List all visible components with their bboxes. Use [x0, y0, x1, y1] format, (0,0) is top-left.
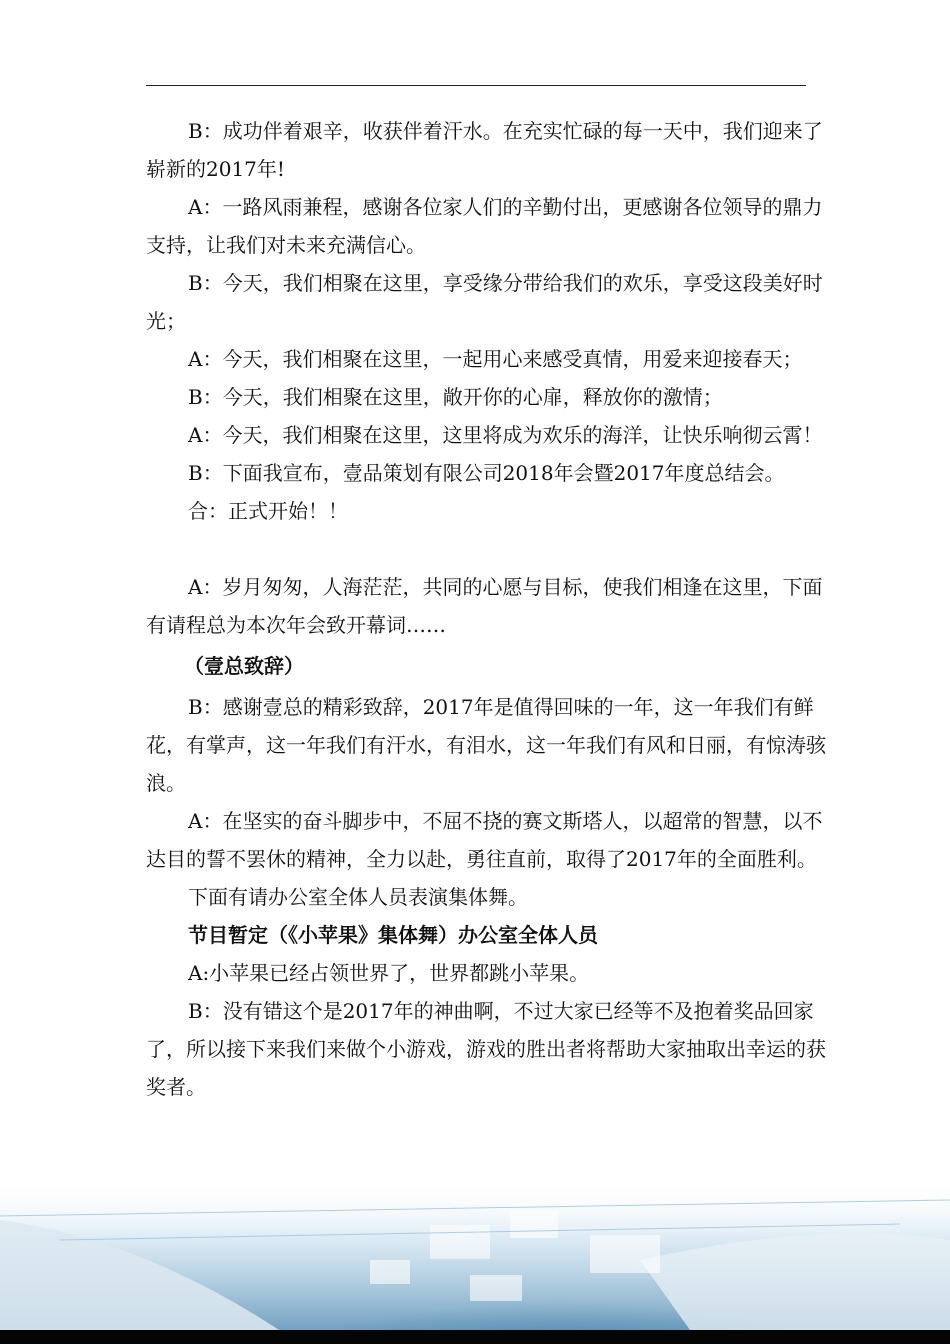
thanks-prefix: B：感谢: [188, 695, 263, 719]
opening-paragraph: A：岁月匆匆，人海茫茫，共同的心愿与目标，使我们相逢在这里，下面有请程总为本次年会致开幕词……: [146, 575, 823, 637]
paragraph: B：成功伴着艰辛，收获伴着汗水。在充实忙碌的每一天中，我们迎来了崭新的2017年!: [146, 119, 823, 181]
footer-decoration-image: [0, 1180, 950, 1344]
paragraph: A：一路风雨兼程，感谢各位家人们的辛勤付出，更感谢各位领导的鼎力支持，让我们对未来充满信心。: [146, 195, 823, 257]
paragraph: A:小苹果已经占领世界了，世界都跳小苹果。: [188, 961, 590, 985]
thanks-suffix: 总的精彩致辞，2017年是值得回味的一年，这一年我们有鲜花，有掌声，这一年我们有汗水，有泪水，这一年我们有风和日丽，有惊涛骇浪。: [146, 695, 826, 795]
spacer: [146, 530, 826, 568]
document-body: [146, 112, 826, 1106]
program-heading: 节目暂定（《小苹果》集体舞）办公室全体人员: [188, 923, 598, 947]
speech-heading: （壹总致辞）: [184, 654, 304, 678]
paragraph: B：没有错这个是2017年的神曲啊，不过大家已经等不及抱着奖品回家了，所以接下来我们来做个小游戏，游戏的胜出者将帮助大家抽取出幸运的获奖者。: [146, 999, 826, 1099]
announcement-prefix: B：下面我宣布，: [188, 461, 343, 485]
paragraph: A：在坚实的奋斗脚步中，不屈不挠的赛文斯塔人，以超常的智慧，以不达目的誓不罢休的精神，全力以赴，勇往直前，取得了2017年的全面胜利。: [146, 809, 823, 871]
header-rule: [146, 85, 806, 86]
bottom-black-bar: [0, 1330, 950, 1344]
paragraph: B：今天，我们相聚在这里，敞开你的心扉，释放你的激情；: [188, 385, 723, 409]
thanks-name: 壹: [262, 695, 283, 719]
paragraph: A：今天，我们相聚在这里，这里将成为欢乐的海洋，让快乐响彻云霄！: [188, 423, 823, 447]
together-line: 合：正式开始！！: [188, 499, 348, 523]
thanks-paragraph: [146, 688, 826, 802]
paragraph: A：今天，我们相聚在这里，一起用心来感受真情，用爱来迎接春天；: [188, 347, 803, 371]
announcement-paragraph: [146, 454, 826, 492]
paragraph: 下面有请办公室全体人员表演集体舞。: [188, 885, 528, 909]
paragraph: B：今天，我们相聚在这里，享受缘分带给我们的欢乐，享受这段美好时光；: [146, 271, 823, 333]
company-name: 壹品策划: [342, 461, 423, 485]
announcement-suffix: 有限公司2018年会暨2017年度总结会。: [422, 461, 785, 485]
